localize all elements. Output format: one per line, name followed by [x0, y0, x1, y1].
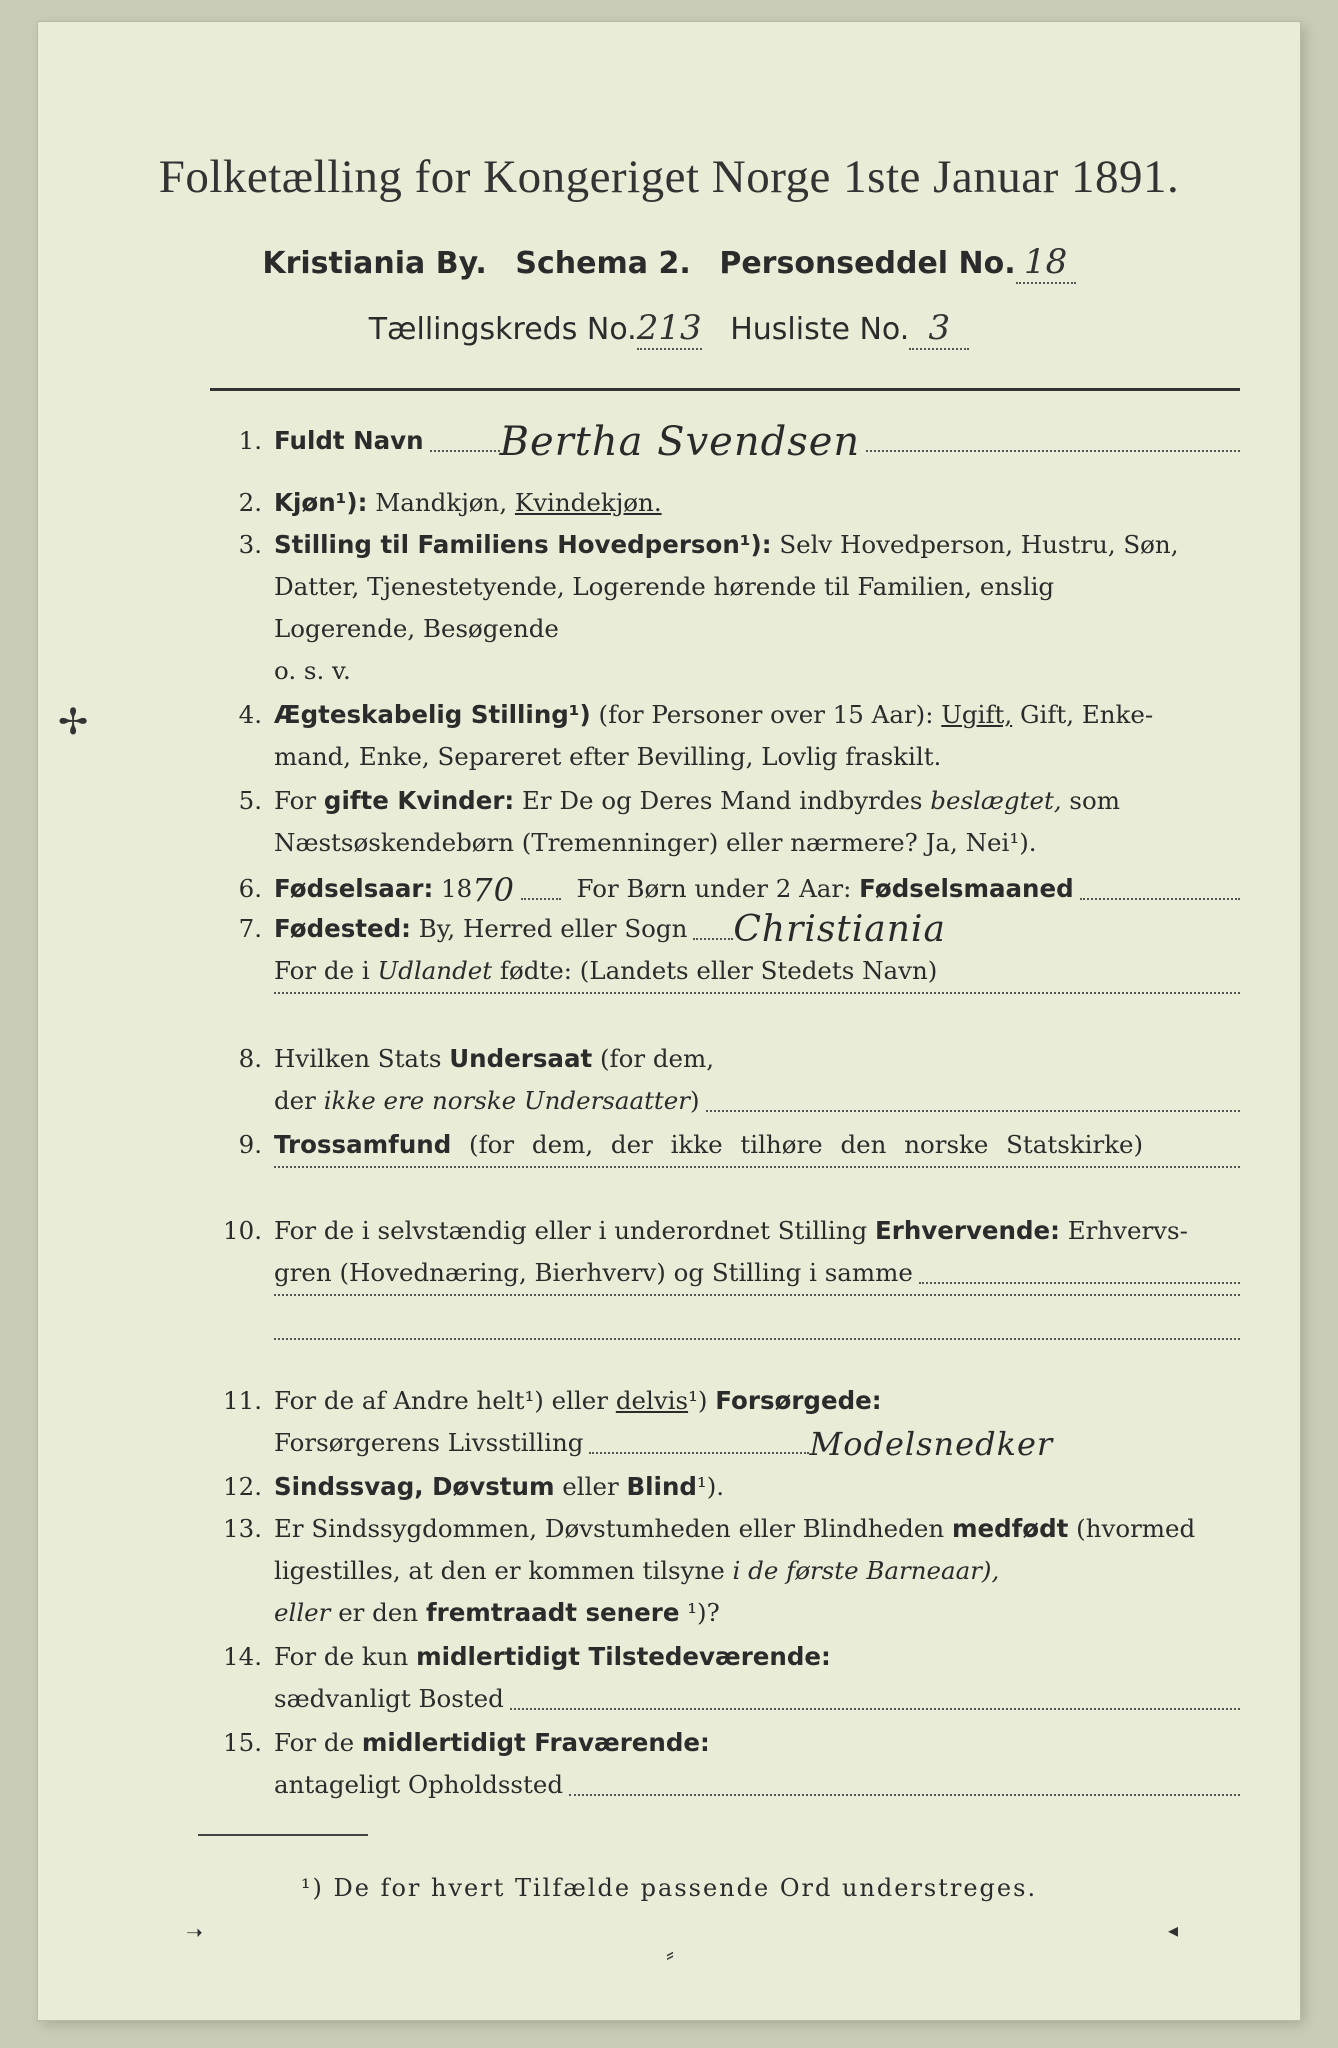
item-text: er den [338, 1598, 419, 1627]
family-position-options: Selv Hovedperson, Hustru, Søn, [779, 530, 1179, 559]
birth-year-value: 70 [472, 871, 515, 909]
sex-option-female: Kvindekjøn. [514, 488, 662, 517]
item-number: 5. [238, 786, 262, 815]
item-number: 1. [238, 426, 262, 455]
kreds-label: Tællingskreds No. [368, 312, 637, 347]
footnote: ¹) De for hvert Tilfælde passende Ord understreges. [300, 1874, 1038, 1902]
personseddel-label: Personseddel No. [719, 246, 1016, 281]
item-text: Hvilken Stats [274, 1044, 442, 1073]
item-number: 13. [223, 1514, 262, 1543]
birth-year-label: Fødselsaar: [274, 874, 434, 903]
provider-occupation-value: Modelsnedker [809, 1425, 1054, 1463]
item-number: 8. [238, 1044, 262, 1073]
dotted-leader [274, 1166, 1240, 1168]
item-text: ¹). [696, 1472, 725, 1501]
item-text: (for dem, [599, 1044, 715, 1073]
item-text: ¹)? [687, 1598, 720, 1627]
marital-options: mand, Enke, Separeret efter Bevilling, Lovlig fraskilt. [274, 742, 942, 771]
item-text: ligestilles, at den er kommen tilsyne [274, 1556, 725, 1585]
item-number: 11. [223, 1386, 262, 1415]
birthplace-label: Fødested: [274, 914, 411, 943]
item-text: eller [274, 1598, 331, 1627]
item-text: Udlandet [377, 956, 493, 985]
blind-label: Blind [626, 1472, 697, 1501]
dotted-leader [919, 1282, 1240, 1284]
item-text: ikke ere norske Undersaatter [323, 1086, 690, 1115]
item-number: 6. [238, 874, 262, 903]
dotted-leader [274, 1294, 1240, 1296]
sex-option-male: Mandkjøn, [375, 488, 508, 517]
item-number: 15. [223, 1728, 262, 1757]
occupation-label: Erhvervende: [875, 1216, 1060, 1245]
dotted-leader [589, 1452, 809, 1454]
full-name-label: Fuldt Navn [274, 426, 424, 455]
item-number: 10. [223, 1216, 262, 1245]
citizenship-label: Undersaat [449, 1044, 593, 1073]
dotted-leader [510, 1708, 1240, 1710]
item-number: 14. [223, 1642, 262, 1671]
margin-arrow-icon: ◂ [1168, 1918, 1179, 1942]
dotted-leader [274, 1338, 1240, 1340]
item-text: By, Herred eller Sogn [418, 914, 688, 943]
header-divider [210, 388, 1240, 391]
margin-arrow-icon: ➝ [186, 1920, 203, 1944]
form-subheader [38, 242, 1300, 284]
married-women-label: gifte Kvinder: [323, 786, 515, 815]
city-label: Kristiania By. [262, 246, 487, 281]
family-position-options: Datter, Tjenestetyende, Logerende hørende til Familien, enslig [274, 572, 1055, 601]
congenital-label: medfødt [951, 1514, 1069, 1543]
later-onset-label: fremtraadt senere [425, 1598, 680, 1627]
item-text: (for dem, der ikke tilhøre den norske Statskirke) [469, 1130, 1144, 1159]
item-text: Forsørgerens Livsstilling [274, 1428, 584, 1457]
family-position-label: Stilling til Familiens Hovedperson¹): [274, 530, 772, 559]
husliste-label: Husliste No. [730, 312, 910, 347]
item-text: For Børn under 2 Aar: [576, 874, 852, 903]
item-number: 3. [238, 530, 262, 559]
item-text: For [274, 786, 317, 815]
temporarily-present-label: midlertidigt Tilstedeværende: [416, 1642, 831, 1671]
dotted-leader [430, 450, 500, 452]
footnote-divider [198, 1834, 368, 1836]
item-text: Næstsøskendebørn (Tremenninger) eller nærmere? Ja, Nei¹). [274, 828, 1037, 857]
item-text: For de i [274, 956, 370, 985]
margin-mark-icon: ✢ [58, 702, 89, 743]
temporarily-absent-label: midlertidigt Fraværende: [361, 1728, 710, 1757]
item-text: Er Sindssygdommen, Døvstumheden eller Blindheden [274, 1514, 945, 1543]
item-text: (hvormed [1076, 1514, 1196, 1543]
item-text: ¹) [688, 1386, 708, 1415]
item-number: 4. [238, 700, 262, 729]
item-text: i de første Barneaar), [732, 1556, 1000, 1585]
dotted-leader [569, 1794, 1240, 1796]
dotted-leader [274, 992, 1240, 994]
item-text: Erhvervs- [1067, 1216, 1188, 1245]
marital-status-label: Ægteskabelig Stilling¹) [274, 700, 591, 729]
husliste-value: 3 [909, 308, 969, 350]
census-form: Folketælling for Kongeriget Norge 1ste Januar 1891. Kristiania By. Schema 2. Personseddel No. 18 Tællingskreds No.213 Husliste No. 3 1. Fuldt Navn Bertha Svendsen 2. Kjøn¹): Mandkjøn, Kvindekjøn. 3. Stilling til Familiens Hovedperson¹): Selv Hovedperson, Hustru, Søn, Datter, Tjenestetyende, Logerende hørende til Familien, enslig Logerende, Besøgende o. s. v. 4. Ægteskabelig Stilling¹) (for Personer over 15 Aar): Ugift, Gift, Enke- mand, Enke, Separeret efter Bevilling, Lovlig fraskilt. 5. For gifte Kvinder: Er De og Deres Mand indbyrdes beslægtet, som Næstsøskendebørn (Tremenninger) eller nærmere? Ja, Nei¹). 6. Fødselsaar: 18 70 For Børn under 2 Aar: Fødselsmaaned 7. Fødested: By, Herred eller Sogn Christiania For de i Udlandet fødte: (Landets eller Stedets Navn) 8. Hvilken Stats Undersaat (for dem, der ikke ere norske Undersaatter ) 9. Trossamfund (for dem, der ikke tilhøre den norske Statskirke) 10. For de i selvstændig eller i underordnet Stilling Erhvervende: Erhvervs- gren (Hovednæring, Bierhverv) og Stilling i samme 11. For de af Andre helt¹) eller delvis¹) Forsørgede: Forsørgerens Livsstilling Modelsnedker 12. Sindssvag, Døvstum eller Blind¹). 13. Er Sindssygdommen, Døvstumheden eller Blindheden medfødt (hvormed ligestilles, at den er kommen tilsyne i de første Barneaar), eller er den fremtraadt senere ¹)? 14. For de kun midlertidigt Tilstedeværende: sædvanligt Bosted 15. For de midlertidigt Fraværende: antageligt Opholdssted ¹) De for hvert Tilfælde passende Ord understreges. ✢ ➝ ⸗ ◂ [38, 22, 1300, 2020]
form-title: Folketælling for Kongeriget Norge 1ste Januar 1891. [158, 151, 1180, 203]
full-name-value: Bertha Svendsen [499, 419, 861, 465]
dotted-leader [706, 1110, 1240, 1112]
schema-label: Schema 2. [515, 246, 691, 281]
item-text: delvis [615, 1386, 689, 1415]
item-text: antageligt Opholdssted [274, 1770, 563, 1799]
marital-option-unmarried: Ugift, [941, 700, 1013, 729]
kreds-value: 213 [636, 308, 702, 348]
religion-label: Trossamfund [274, 1130, 452, 1159]
dotted-leader [521, 898, 561, 900]
birth-year-prefix: 18 [441, 874, 473, 903]
item-number: 2. [238, 488, 262, 517]
item-text: beslægtet, [930, 786, 1062, 815]
family-position-options: Logerende, Besøgende [274, 614, 559, 643]
form-subheader-2 [38, 308, 1300, 350]
item-text: For de [274, 1728, 355, 1757]
marital-options: Gift, Enke- [1019, 700, 1154, 729]
birthplace-value: Christiania [733, 909, 946, 950]
disability-label: Sindssvag, Døvstum [274, 1472, 555, 1501]
item-text: eller [562, 1472, 619, 1501]
item-text: fødte: (Landets eller Stedets Navn) [499, 956, 938, 985]
item-number: 7. [238, 914, 262, 943]
item-text: For de kun [274, 1642, 409, 1671]
item-text: For de i selvstændig eller i underordnet Stilling [274, 1216, 868, 1245]
sex-label: Kjøn¹): [274, 488, 368, 517]
supported-label: Forsørgede: [715, 1386, 882, 1415]
item-text: sædvanligt Bosted [274, 1684, 504, 1713]
dotted-leader [693, 938, 733, 940]
item-number: 9. [238, 1130, 262, 1159]
item-text: Er De og Deres Mand indbyrdes [522, 786, 923, 815]
personseddel-value: 18 [1016, 242, 1076, 284]
dotted-leader [1080, 898, 1240, 900]
item-text: der [274, 1086, 316, 1115]
item-number: 12. [223, 1472, 262, 1501]
birth-month-label: Fødselsmaaned [859, 874, 1074, 903]
item-text: For de af Andre helt¹) eller [274, 1386, 609, 1415]
family-position-options: o. s. v. [274, 656, 351, 685]
item-text: som [1069, 786, 1120, 815]
margin-mark-icon: ⸗ [666, 1940, 674, 1968]
item-text: gren (Hovednæring, Bierhverv) og Stilling i samme [274, 1258, 913, 1287]
marital-status-note: (for Personer over 15 Aar): [598, 700, 934, 729]
dotted-leader [866, 450, 1240, 452]
